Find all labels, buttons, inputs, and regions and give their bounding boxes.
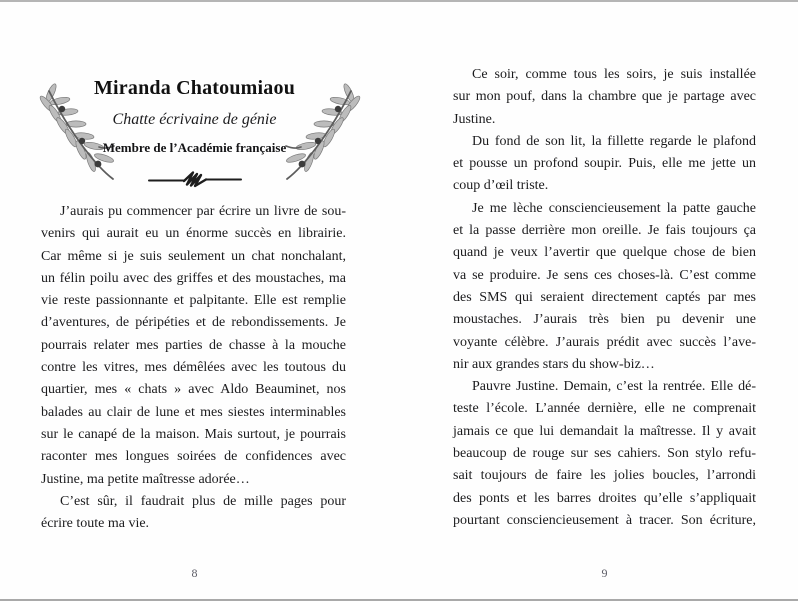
text-line: raconter mes longues soirées de confidences avec: [41, 449, 346, 465]
text-line: Justine, ma petite maîtresse adorée…: [41, 471, 250, 487]
screen-top-edge-line: [0, 0, 798, 2]
text-line: pourrais relater mes parties de chasse à la mouche: [41, 337, 346, 353]
text-line: beaucoup de rouge sur ses cahiers. Son stylo refu-: [453, 446, 756, 462]
text-line: va se produire. Je sens ces choses-là. C’est comme: [453, 267, 756, 283]
text-line: nir aux grandes stars du show-biz…: [453, 356, 655, 372]
book-author-affiliation: Membre de l’Académie française: [102, 140, 287, 155]
rope-twist-divider-icon: [42, 168, 347, 195]
text-line: vie reste passionnante et palpitante. Elle est remplie: [41, 293, 346, 309]
text-line: Ce soir, comme tous les soirs, je suis installée: [472, 67, 756, 82]
right-page-number: 9: [601, 566, 608, 580]
text-line: sur le canapé de la maison. Mais surtout, je pourrais: [41, 426, 346, 442]
text-line: balades au clair de lune et mes siestes interminables: [41, 404, 346, 420]
text-line: contre les vitres, mes démêlées avec les toutous du: [41, 360, 346, 376]
text-line: teste l’école. L’année dernière, elle ne comprenait: [453, 401, 756, 417]
text-line: des SMS qui seraient directement captés par mes: [453, 289, 756, 305]
text-line: voyante célèbre. J’aurais prédit avec succès l’ave-: [453, 334, 756, 350]
text-line: quartier, mes « chats » avec Aldo Beauminet, nos: [41, 382, 346, 398]
text-line: venirs qui aurait eu un énorme succès en librairie.: [41, 226, 346, 242]
text-line: des ponts et les barres droites qu’elle s’appliquait: [453, 490, 756, 506]
book-author-subtitle: Chatte écrivaine de génie: [112, 111, 277, 128]
text-line: et pousse un profond soupir. Puis, elle me jette un: [453, 156, 756, 172]
text-line: coup d’œil triste.: [453, 178, 549, 194]
text-line: Pauvre Justine. Demain, c’est la rentrée. Elle dé-: [472, 379, 756, 395]
book-author-title: Miranda Chatoumiaou: [93, 77, 296, 99]
right-page-body-text: [453, 64, 756, 532]
text-line: J’aurais pu commencer par écrire un livre de sou-: [60, 204, 346, 219]
text-line: quand je veux l’avertir que quelque chose de bien: [453, 245, 756, 261]
text-line: moustaches. J’aurais très bien pu devenir une: [453, 312, 756, 328]
left-page-body-text: [41, 201, 346, 535]
text-line: C’est sûr, il faudrait plus de mille pages pour: [60, 493, 346, 509]
text-line: Justine.: [453, 111, 496, 127]
text-line: et la passe derrière mon oreille. Je fais toujours ça: [453, 223, 756, 239]
text-line: Je me lèche consciencieusement la patte gauche: [472, 200, 756, 216]
text-line: pourtant consciencieusement à tracer. Son écriture,: [453, 512, 756, 528]
left-page-number: 8: [191, 566, 198, 580]
text-line: un félin poilu avec des griffes et des moustaches, ma: [41, 270, 346, 286]
text-line: écrire toute ma vie.: [41, 516, 150, 532]
text-line: Du fond de son lit, la fillette regarde le plafond: [472, 133, 756, 149]
text-line: d’aventures, de péripéties et de rebondissements. Je: [41, 315, 346, 331]
text-line: Car même si je suis seulement un chat nonchalant,: [41, 248, 346, 264]
left-page-header: [42, 76, 347, 156]
text-line: sur mon pouf, dans la chambre que je partage avec: [453, 89, 756, 105]
text-line: jamais ce que lui demandait la maîtresse. Il y avait: [453, 423, 756, 439]
text-line: sait toujours de faire les jolies boucles, l’arrondi: [453, 468, 756, 484]
